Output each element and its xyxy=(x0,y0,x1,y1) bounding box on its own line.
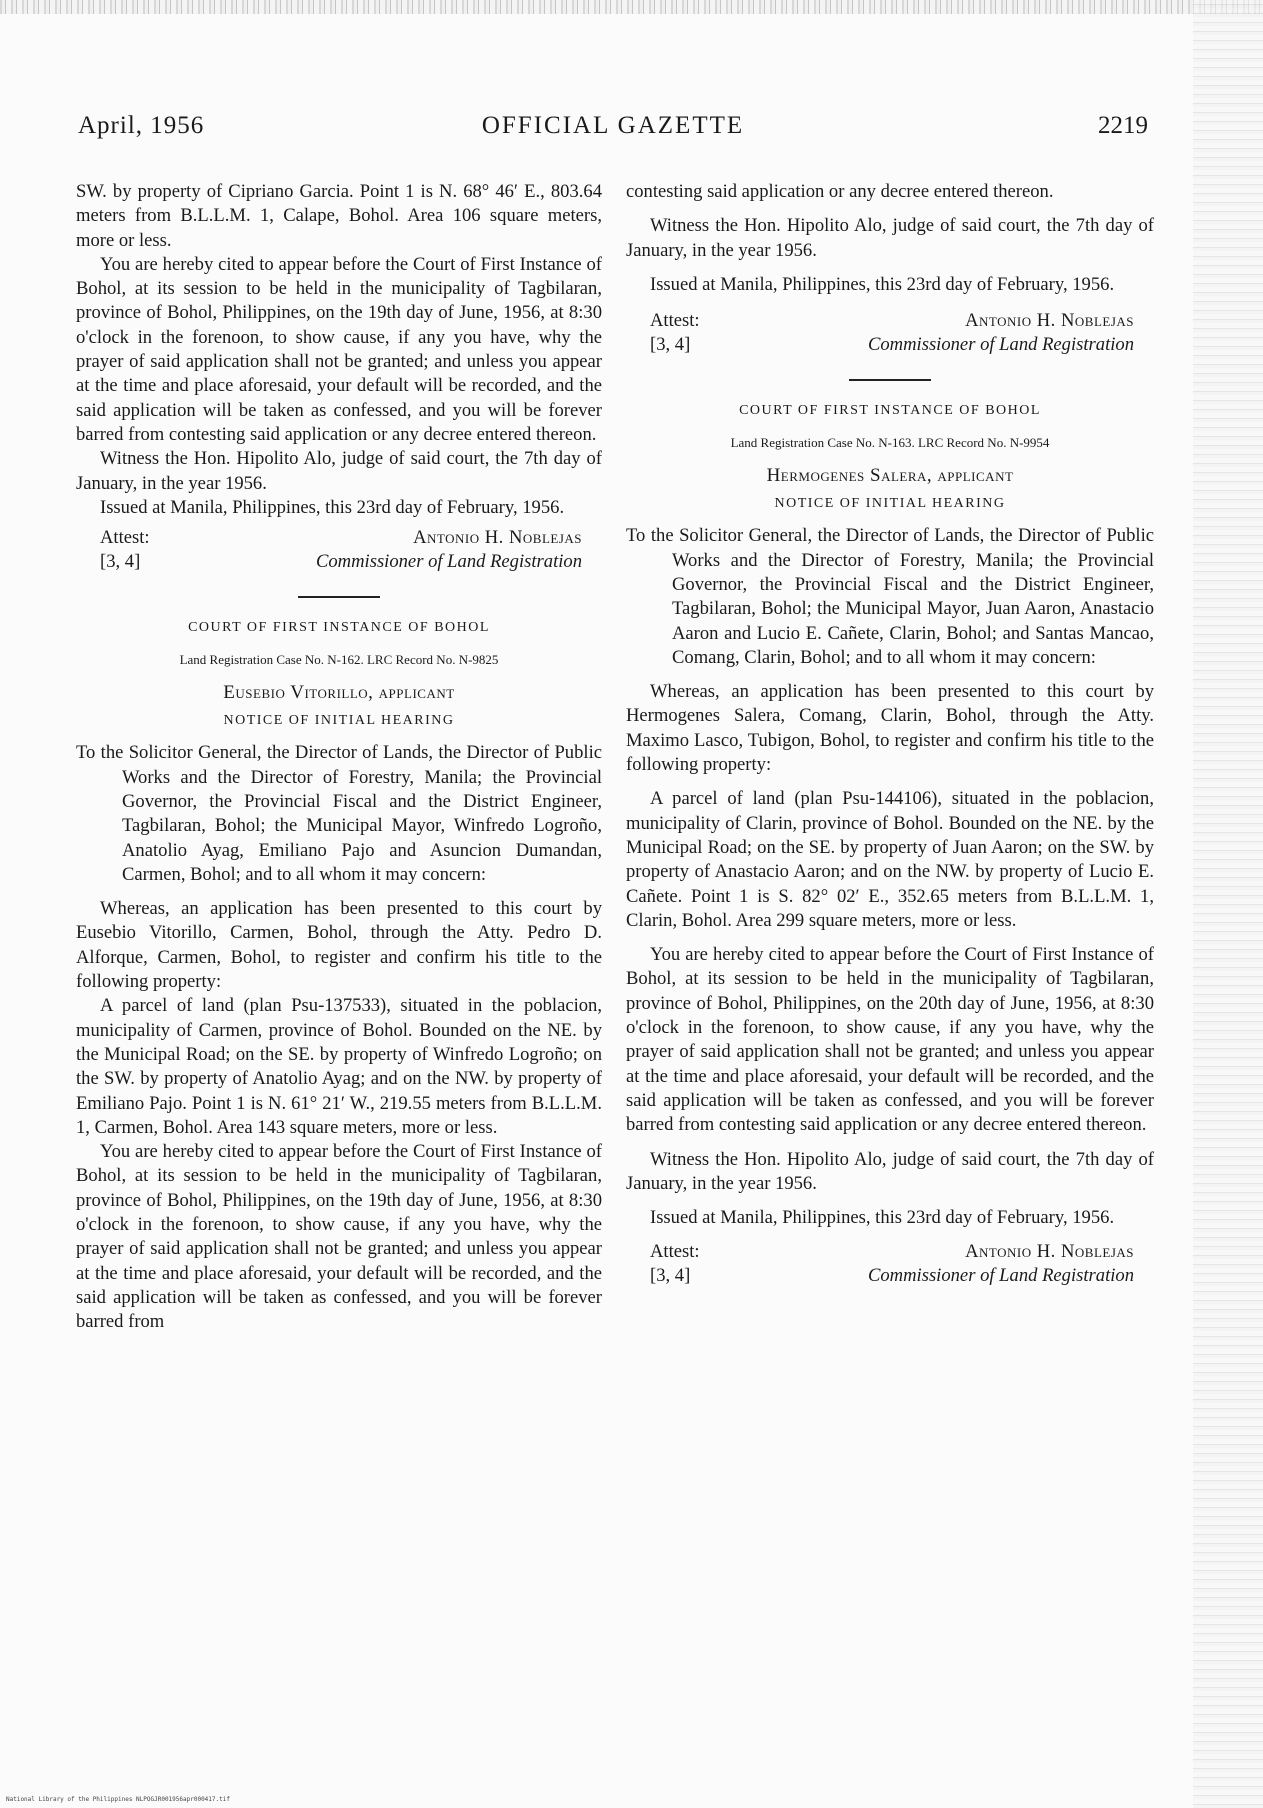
attest-title: Commissioner of Land Registration xyxy=(315,551,582,573)
paragraph: Witness the Hon. Hipolito Alo, judge of said court, the 7th day of January, in the year 1956. xyxy=(626,1148,1154,1194)
attest-block xyxy=(76,526,602,550)
attest-block xyxy=(626,1240,1154,1264)
paragraph: Issued at Manila, Philippines, this 23rd day of February, 1956. xyxy=(650,1207,1115,1229)
paragraph: Witness the Hon. Hipolito Alo, judge of said court, the 7th day of January, in the year 1956. xyxy=(76,448,602,494)
attest-block xyxy=(626,309,1154,333)
scan-footer-caption: National Library of the Philippines NLPOGJR001956apr000417.tif xyxy=(6,1796,230,1803)
paragraph: A parcel of land (plan Psu-137533), situated in the poblacion, municipality of Carmen, province of Bohol. Bounded on the NE. by the Municipal Road; on the SE. by property of Winfredo Logroño; on the SW. by property of Anatolio Ayag; and on the NW. by property of Emiliano Pajo. Point 1 is N. 61° 21′ W., 219.55 meters from B.L.L.M. 1, Carmen, Bohol. Area 143 square meters, more or less. xyxy=(76,995,602,1138)
court-heading: COURT OF FIRST INSTANCE OF BOHOL xyxy=(188,620,490,636)
applicant-name: Hermogenes Salera, applicant xyxy=(766,464,1014,486)
header-page-number: 2219 xyxy=(1098,112,1148,139)
paragraph: Whereas, an application has been presented to this court by Eusebio Vitorillo, Carmen, Bohol, through the Atty. Pedro D. Alforque, Carmen, Bohol, to register and confirm his title to the following property: xyxy=(76,898,602,993)
paragraph: Issued at Manila, Philippines, this 23rd day of February, 1956. xyxy=(100,496,565,518)
paragraph: Whereas, an application has been presented to this court by Hermogenes Salera, Comang, Clarin, Bohol, through the Atty. Maximo Lasco, Tubigon, Bohol, to register and confirm his title to the following property: xyxy=(626,681,1154,776)
notice-heading: NOTICE OF INITIAL HEARING xyxy=(223,713,455,729)
attest-title: Commissioner of Land Registration xyxy=(867,1265,1134,1287)
paragraph: A parcel of land (plan Psu-144106), situated in the poblacion, municipality of Clarin, province of Bohol. Bounded on the NE. by the Municipal Road; on the SE. by property of Juan Aaron; on the SW. by property of Anastacio Aaron; and on the NW. by property of Lucio E. Cañete. Point 1 is S. 82° 02′ E., 352.65 meters from B.L.L.M. 1, Clarin, Bohol. Area 299 square meters, more or less. xyxy=(626,788,1154,931)
section-divider xyxy=(849,379,931,381)
case-number: Land Registration Case No. N-163. LRC Record No. N-9954 xyxy=(730,435,1050,451)
applicant-name: Eusebio Vitorillo, applicant xyxy=(223,681,455,703)
attest-label: Attest: xyxy=(100,527,150,549)
paragraph: contesting said application or any decree entered thereon. xyxy=(626,181,1054,202)
attest-block-line2 xyxy=(76,550,602,574)
right-column xyxy=(626,180,1154,1288)
attest-name: Antonio H. Noblejas xyxy=(965,1241,1134,1263)
paragraph: SW. by property of Cipriano Garcia. Point 1 is N. 68° 46′ E., 803.64 meters from B.L.L.M. 1, Calape, Bohol. Area 106 square meters, more or less. xyxy=(76,181,602,251)
addressee-paragraph: To the Solicitor General, the Director of Lands, the Director of Public Works and the Director of Forestry, Manila; the Provincial Governor, the Provincial Fiscal and the District Engineer, Tagbilaran, Bohol; the Municipal Mayor, Winfredo Logroño, Anatolio Ayag, Emiliano Pajo and Asuncion Dumandan, Carmen, Bohol; and to all whom it may concern: xyxy=(76,742,602,885)
paragraph: Witness the Hon. Hipolito Alo, judge of said court, the 7th day of January, in the year 1956. xyxy=(626,215,1154,261)
attest-name: Antonio H. Noblejas xyxy=(413,527,582,549)
page-header xyxy=(78,112,1148,146)
attest-label: Attest: xyxy=(650,1241,700,1263)
attest-block-line2 xyxy=(626,1264,1154,1288)
addressee-paragraph: To the Solicitor General, the Director of Lands, the Director of Public Works and the Director of Forestry, Manila; the Provincial Governor, the Provincial Fiscal and the District Engineer, Tagbilaran, Bohol; the Municipal Mayor, Juan Aaron, Anastacio Aaron and Lucio E. Cañete, Clarin, Bohol; and Santas Mancao, Comang, Clarin, Bohol; and to all whom it may concern: xyxy=(626,525,1154,668)
paragraph: Issued at Manila, Philippines, this 23rd day of February, 1956. xyxy=(650,273,1115,295)
attest-label: Attest: xyxy=(650,310,700,332)
attest-ref: [3, 4] xyxy=(650,1265,691,1287)
scan-noise-top xyxy=(0,0,1263,14)
scan-noise-right xyxy=(1193,0,1263,1808)
header-title: OFFICIAL GAZETTE xyxy=(481,112,745,139)
attest-ref: [3, 4] xyxy=(100,551,141,573)
attest-name: Antonio H. Noblejas xyxy=(965,310,1134,332)
notice-heading: NOTICE OF INITIAL HEARING xyxy=(774,496,1006,512)
attest-title: Commissioner of Land Registration xyxy=(867,334,1134,356)
court-heading: COURT OF FIRST INSTANCE OF BOHOL xyxy=(739,403,1041,419)
attest-block-line2 xyxy=(626,333,1154,357)
left-column xyxy=(76,180,602,1334)
paragraph: You are hereby cited to appear before the Court of First Instance of Bohol, at its session to be held in the municipality of Tagbilaran, province of Bohol, Philippines, on the 19th day of June, 1956, at 8:30 o'clock in the forenoon, to show cause, if any you have, why the prayer of said application shall not be granted; and unless you appear at the time and place aforesaid, your default will be recorded, and the said application will be taken as confessed, and you will be forever barred from xyxy=(76,1141,602,1333)
paragraph: You are hereby cited to appear before the Court of First Instance of Bohol, at its session to be held in the municipality of Tagbilaran, province of Bohol, Philippines, on the 20th day of June, 1956, at 8:30 o'clock in the forenoon, to show cause, if any you have, why the prayer of said application shall not be granted; and unless you appear at the time and place aforesaid, your default will be recorded, and the said application will be taken as confessed, and you will be forever barred from contesting said application or any decree entered thereon. xyxy=(626,944,1154,1136)
attest-ref: [3, 4] xyxy=(650,334,691,356)
paragraph: You are hereby cited to appear before the Court of First Instance of Bohol, at its session to be held in the municipality of Tagbilaran, province of Bohol, Philippines, on the 19th day of June, 1956, at 8:30 o'clock in the forenoon, to show cause, if any you have, why the prayer of said application shall not be granted; and unless you appear at the time and place aforesaid, your default will be recorded, and the said application will be taken as confessed, and you will be forever barred from contesting said application or any decree entered thereon. xyxy=(76,253,602,445)
case-number: Land Registration Case No. N-162. LRC Record No. N-9825 xyxy=(179,652,499,668)
header-date: April, 1956 xyxy=(78,112,205,139)
section-divider xyxy=(298,596,380,598)
